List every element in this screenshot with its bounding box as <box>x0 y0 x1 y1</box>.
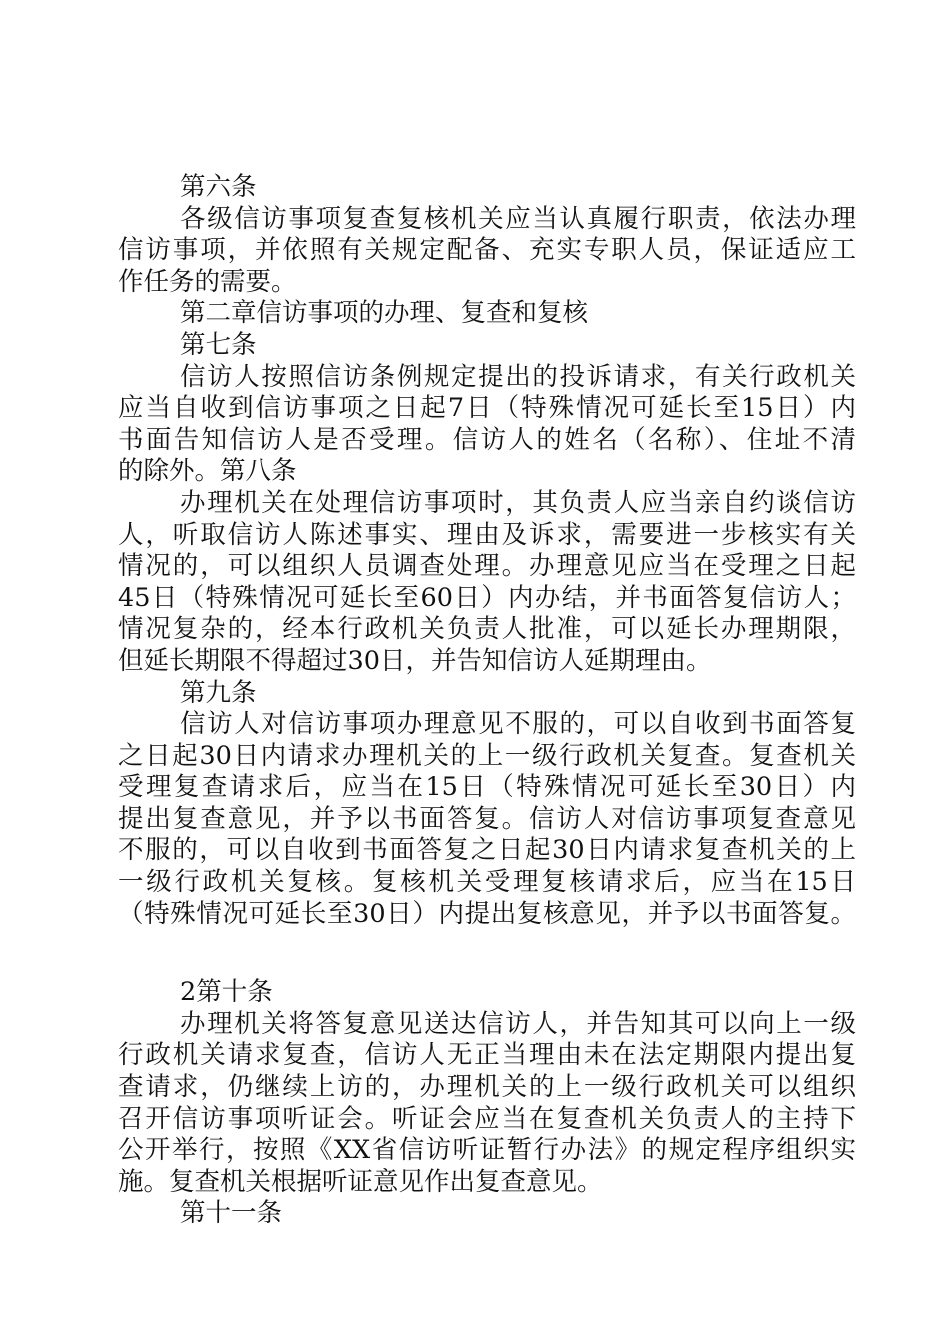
article-9-line: （特殊情况可延长至30日）内提出复核意见，并予以书面答复。 <box>118 898 856 929</box>
article-11-heading: 第十一条 <box>180 1198 283 1229</box>
article-10-line: 施。复查机关根据听证意见作出复查意见。 <box>118 1166 603 1197</box>
article-9-line: 提出复查意见，并予以书面答复。信访人对信访事项复查意见 <box>118 803 856 834</box>
article-8-line: 办理机关在处理信访事项时，其负责人应当亲自约谈信访 <box>180 487 856 518</box>
chapter-2-heading: 第二章信访事项的办理、复查和复核 <box>180 298 589 329</box>
article-9-line: 不服的，可以自收到书面答复之日起30日内请求复查机关的上 <box>118 835 856 866</box>
article-9-line: 一级行政机关复核。复核机关受理复核请求后，应当在15日 <box>118 867 856 898</box>
article-7-heading: 第七条 <box>180 329 257 360</box>
article-6-line: 作任务的需要。 <box>118 266 297 297</box>
article-7-line: 应当自收到信访事项之日起7日（特殊情况可延长至15日）内 <box>118 393 856 424</box>
article-9-line: 之日起30日内请求办理机关的上一级行政机关复查。复查机关 <box>118 740 856 771</box>
article-6-line: 各级信访事项复查复核机关应当认真履行职责，依法办理 <box>180 203 856 234</box>
article-10-line: 行政机关请求复查，信访人无正当理由未在法定期限内提出复 <box>118 1040 856 1071</box>
article-8-line: 人，听取信访人陈述事实、理由及诉求，需要进一步核实有关 <box>118 519 856 550</box>
article-7-line: 书面告知信访人是否受理。信访人的姓名（名称）、住址不清 <box>118 424 856 455</box>
article-6-line: 信访事项，并依照有关规定配备、充实专职人员，保证适应工 <box>118 235 856 266</box>
article-10-line: 召开信访事项听证会。听证会应当在复查机关负责人的主持下 <box>118 1103 856 1134</box>
article-9-line: 受理复查请求后，应当在15日（特殊情况可延长至30日）内 <box>118 772 856 803</box>
article-6-heading: 第六条 <box>180 172 257 202</box>
paragraph-gap <box>118 930 856 977</box>
article-7-line: 信访人按照信访条例规定提出的投诉请求，有关行政机关 <box>180 361 856 392</box>
article-10-line: 办理机关将答复意见送达信访人，并告知其可以向上一级 <box>180 1008 856 1039</box>
article-7-line: 的除外。第八条 <box>118 456 297 487</box>
article-9-line: 信访人对信访事项办理意见不服的，可以自收到书面答复 <box>180 709 856 740</box>
article-8-line: 45日（特殊情况可延长至60日）内办结，并书面答复信访人； <box>118 582 856 613</box>
article-8-line: 情况复杂的，经本行政机关负责人批准，可以延长办理期限， <box>118 614 856 645</box>
document-body <box>118 172 856 1230</box>
article-10-line: 查请求，仍继续上访的，办理机关的上一级行政机关可以组织 <box>118 1072 856 1103</box>
article-10-line: 公开举行，按照《XX省信访听证暂行办法》的规定程序组织实 <box>118 1135 856 1166</box>
article-8-line: 但延长期限不得超过30日，并告知信访人延期理由。 <box>118 645 712 676</box>
article-8-line: 情况的，可以组织人员调查处理。办理意见应当在受理之日起 <box>118 551 856 582</box>
article-9-heading: 第九条 <box>180 677 257 708</box>
article-10-heading: 2第十条 <box>180 977 273 1008</box>
